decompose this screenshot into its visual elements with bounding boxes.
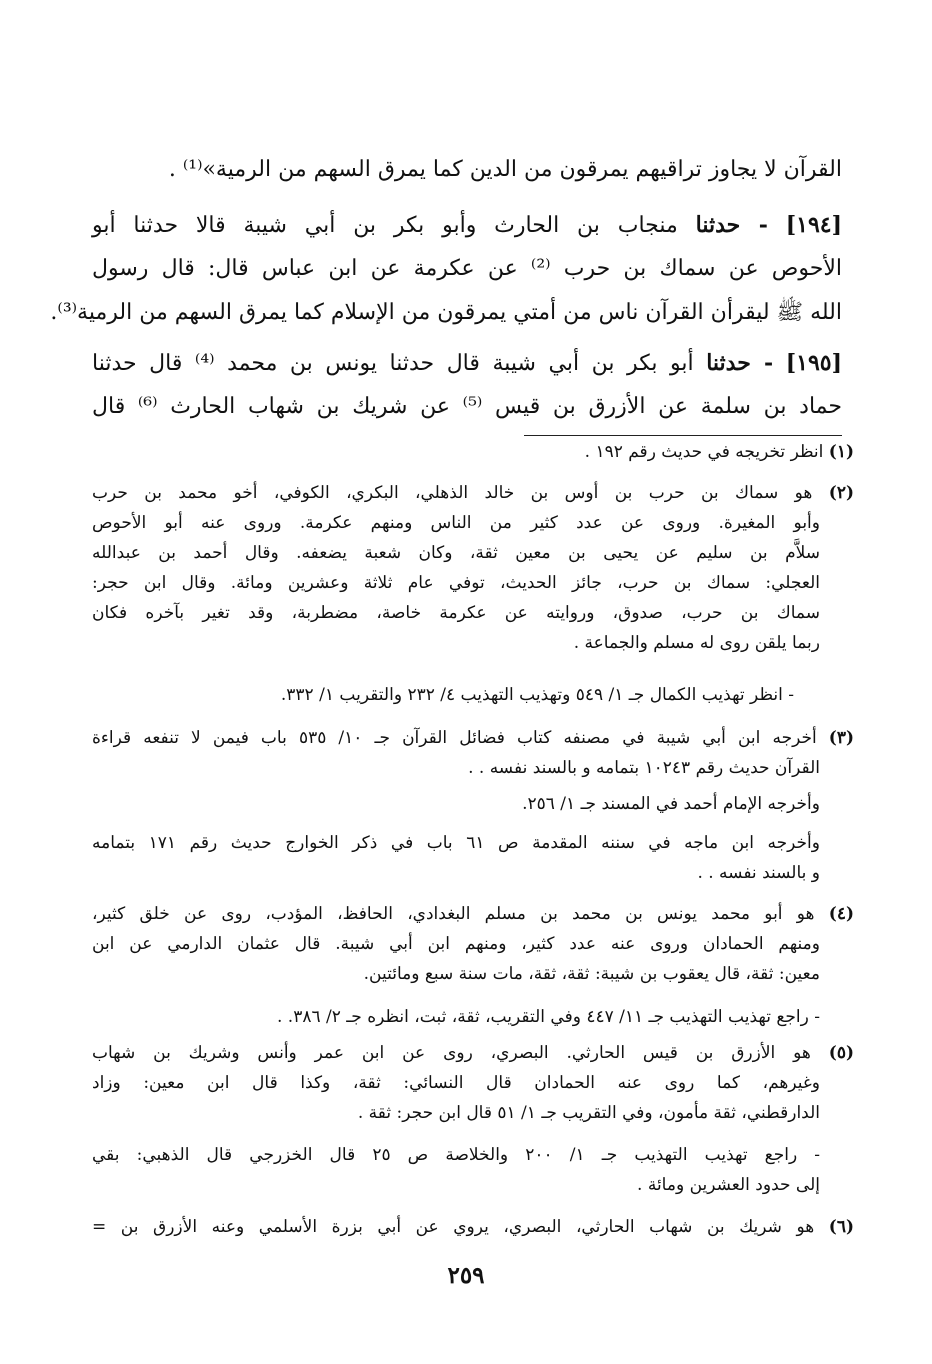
- footnote-text: - راجع تهذيب التهذيب جـ ١/ ٢٠٠ والخلاصة ص ٢٥ قال الخزرجي قال الذهبي: بقي: [92, 1145, 821, 1165]
- footnote-text: العجلي: سماك بن حرب، جائز الحديث، توفي عام ثلاثة وعشرين ومائة. وقال ابن حجر:: [92, 573, 820, 593]
- footnote-line: [92, 899, 854, 929]
- footnote-line: [364, 959, 820, 989]
- main-text-line-content: الله ﷺ ليقرأن القرآن ناس من أمتي يمرقون من الإسلام كما يمرق السهم من الرمية⁽³⁾.: [50, 300, 842, 325]
- hadith-lead: - حدثنا: [706, 350, 774, 376]
- footnote-text: معين: ثقة، قال يعقوب بن شيبة: ثقة، ثقة، مات سنة سبع ومائتين.: [363, 964, 820, 984]
- footnote-text: أخرجه ابن أبي شيبة في مصنفه كتاب فضائل القرآن جـ ١٠/ ٥٣٥ باب فيمن لا تنفعه قراءة: [92, 728, 817, 748]
- main-text-line-content: حماد بن سلمة عن الأزرق بن قيس ⁽⁵⁾ عن شريك بن شهاب الحارث ⁽⁶⁾ قال: [92, 394, 842, 419]
- footnote-number: (٣): [828, 728, 855, 748]
- hadith-text: أبو بكر بن أبي شيبة قال حدثنا يونس بن محمد ⁽⁴⁾ قال حدثنا: [92, 351, 694, 376]
- footnote-text: إلى حدود العشرين ومائة .: [637, 1175, 820, 1195]
- footnote-line: [697, 858, 820, 888]
- footnote-text: وأخرجه الإمام أحمد في المسند جـ ١/ ٢٥٦.: [522, 794, 820, 814]
- footnote-number: (٦): [828, 1217, 854, 1237]
- footnote-line: [92, 723, 854, 753]
- main-text-line: [92, 152, 842, 188]
- main-text-line: [50, 295, 842, 331]
- main-text-line: [92, 389, 842, 425]
- main-text-line-content: الأحوص عن سماك بن حرب ⁽²⁾ عن عكرمة عن ابن عباس قال: قال رسول: [92, 256, 842, 281]
- footnote-text: سماك بن حرب، صدوق، وروايته عن عكرمة خاصة، مضطربة، وقد تغير بآخره فكان: [92, 603, 820, 623]
- footnote-line: [574, 628, 820, 658]
- footnote-line: [585, 437, 854, 467]
- footnote-text: وأبو المغيرة. وروى عن عدد كثير من الناس ومنهم عكرمة. وروى عنه أبو الأحوص: [92, 513, 820, 533]
- hadith-number: [١٩٤]: [785, 212, 842, 238]
- footnote-line: [358, 1098, 820, 1128]
- footnote-text: هو الأزرق بن قيس الحارثي. البصري، روى عن ابن عمر وأنس وشريك بن شهاب: [92, 1043, 811, 1063]
- footnote-text: - انظر تهذيب الكمال جـ ١/ ٥٤٩ وتهذيب التهذيب ٤/ ٢٣٢ والتقريب ١/ ٣٣٢.: [280, 685, 794, 705]
- hadith-195-line: [92, 345, 842, 382]
- footnote-reference: [281, 680, 794, 710]
- footnote-line: [92, 929, 820, 959]
- footnote-text: - راجع تهذيب التهذيب جـ ١١/ ٤٤٧ وفي التقريب، ثقة، ثبت، انظره جـ ٢/ ٣٨٦. .: [277, 1007, 820, 1027]
- footnote-text: وغيرهم، كما روى عنه الحمادان قال النسائي: ثقة، وكذا قال ابن معين: وزاد: [92, 1073, 820, 1093]
- footnote-text: و بالسند نفسه . .: [697, 863, 820, 883]
- footnote-line: [92, 568, 820, 598]
- footnote-text: وأخرجه ابن ماجه في سننه المقدمة ص ٦١ باب في ذكر الخوارج حديث رقم ١٧١ بتمامه: [92, 833, 820, 853]
- footnote-text: القرآن حديث رقم ١٠٢٤٣ بتمامه و بالسند نفسه . .: [468, 758, 820, 778]
- footnote-line: [92, 478, 854, 508]
- page-number: ٢٥٩: [447, 1262, 485, 1289]
- footnote-number: (٤): [828, 904, 854, 924]
- footnote-line: [92, 1068, 820, 1098]
- hadith-number: [١٩٥]: [785, 350, 843, 376]
- footnote-text: ومنهم الحمادان وروى عنه عدد كثير، ومنهم ابن أبي شيبة. قال عثمان الدارمي عن ابن: [92, 934, 820, 954]
- footnote-line: [522, 789, 820, 819]
- footnote-number: (٥): [828, 1043, 854, 1063]
- footnote-text: ربما يلقن روى له مسلم والجماعة .: [573, 633, 820, 653]
- footnote-line: [637, 1170, 820, 1200]
- footnote-line: [468, 753, 820, 783]
- footnote-reference: [92, 1140, 820, 1170]
- footnote-line: [92, 598, 820, 628]
- footnote-divider: [524, 435, 842, 436]
- hadith-194-line: [92, 207, 842, 244]
- hadith-text: منجاب بن الحارث وأبو بكر بن أبي شيبة قالا حدثنا أبو: [92, 213, 678, 238]
- main-text-line: [92, 251, 842, 287]
- footnote-line: [92, 828, 820, 858]
- footnote-line: [92, 1212, 854, 1242]
- footnote-text: سلاَّم بن سليم عن يحيى بن معين ثقة، وكان شعبة يضعفه. وقال أحمد بن عبدالله: [92, 543, 820, 563]
- footnote-text: هو سماك بن حرب بن أوس بن خالد الذهلي، البكري، الكوفي، أخو محمد بن حرب: [92, 483, 813, 503]
- footnote-line: [92, 1038, 854, 1068]
- footnote-text: هو شريك بن شهاب الحارثي، البصري، يروي عن أبي بزرة الأسلمي وعنه الأزرق بن =: [92, 1217, 815, 1237]
- footnote-line: [92, 538, 820, 568]
- hadith-lead: - حدثنا: [695, 212, 768, 238]
- footnote-text: الدارقطني، ثقة مأمون، وفي التقريب جـ ١/ ٥١ قال ابن حجر: ثقة .: [357, 1103, 820, 1123]
- footnote-text: هو أبو محمد يونس بن محمد بن مسلم البغدادي، الحافظ، المؤدب، روى عن خلق كثير،: [92, 904, 815, 924]
- footnote-text: انظر تخريجه في حديث رقم ١٩٢ .: [584, 442, 824, 462]
- footnote-reference: [277, 1002, 820, 1032]
- footnote-number: (٢): [828, 483, 854, 503]
- footnote-line: [92, 508, 820, 538]
- main-text-line-content: القرآن لا يجاوز تراقيهم يمرقون من الدين كما يمرق السهم من الرمية»⁽¹⁾ .: [168, 157, 842, 182]
- footnote-number: (١): [828, 442, 854, 462]
